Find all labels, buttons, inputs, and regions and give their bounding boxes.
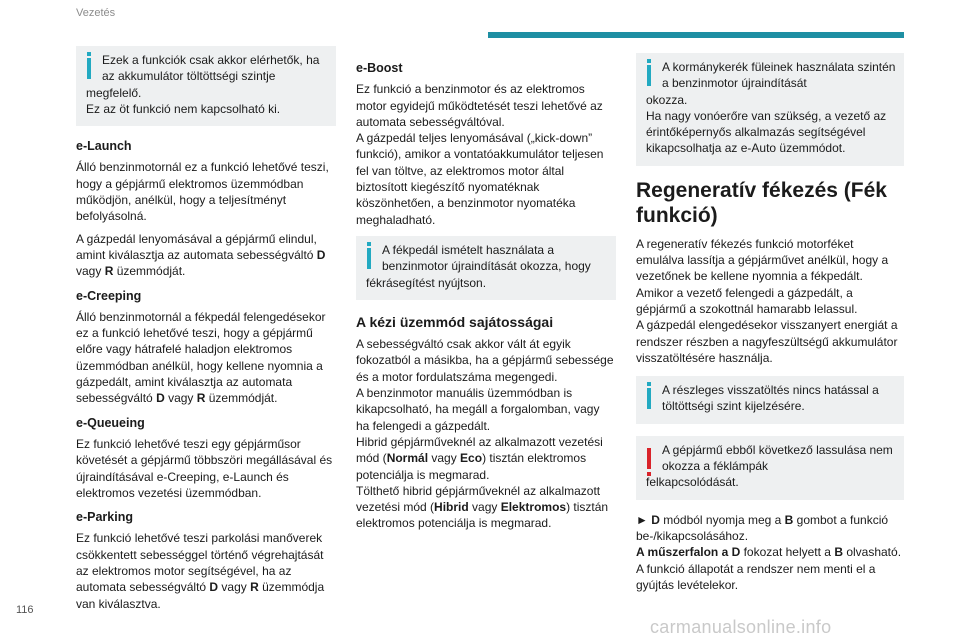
paragraph: A gázpedál teljes lenyomásával („kick-down” funkció), amikor a vontatóakkumulátor teljesen fel van töltve, az elektromos motor által biztosított kiegészítő nyomatéknak köszönhetően, a benzinmotor nyomatéka meghaladható. (356, 131, 604, 227)
paragraph: Álló benzinmotornál ez a funkció lehetővé teszi, hogy a gépjármű elektromos üzemmódban működjön, anélkül, hogy a teljesítményt befolyásolná. (76, 160, 329, 224)
paragraph: A sebességváltó csak akkor vált át egyik fokozatból a másikba, ha a gépjármű sebessége és a motor fordulatszáma megengedi. (356, 337, 614, 384)
paragraph: A benzinmotor manuális üzemmódban is kikapcsolható, ha megáll a forgalomban, vagy ha felengedi a gázpedált. (356, 386, 600, 433)
info-icon (367, 248, 371, 269)
info-note: Ezek a funkciók csak akkor elérhetők, ha az akkumulátor töltöttségi szintje megfelelő. Ez az öt funkció nem kapcsolható ki. (76, 46, 336, 126)
paragraph: Amikor a vezető felengedi a gázpedált, a gépjármű a szokottnál hamarabb lelassul. (636, 285, 858, 316)
section-title-regenerative-braking: Regeneratív fékezés (Fék funkció) (636, 178, 887, 227)
paragraph: Ez funkció lehetővé teszi parkolási manőverek csökkentett sebességgel történő végrehajtását az elektromos motor segítségével, ha az automata sebességváltó D vagy R üzemmódja van kiválasztva. (76, 531, 325, 611)
paragraph: Ez funkció a benzinmotor és az elektromos motor egyidejű működtetését teszi lehetővé az automata sebességváltóval. (356, 82, 603, 129)
section-title-e-boost: e-Boost (356, 61, 403, 75)
running-header: Vezetés (76, 7, 116, 19)
column-1 (76, 46, 336, 618)
info-note: A fékpedál ismételt használata a benzinmotor újraindítását okozza, hogy fékrásegítést nyújtson. (356, 236, 616, 300)
paragraph: A műszerfalon a D fokozat helyett a B olvasható. (636, 545, 902, 560)
section-title-e-parking: e-Parking (76, 510, 133, 525)
paragraph: A funkció állapotát a rendszer nem menti el a gyújtás levételekor. (636, 561, 876, 592)
header-accent-bar (488, 32, 904, 38)
section-title-e-queueing: e-Queueing (76, 415, 145, 430)
section-title-e-creeping: e-Creeping (76, 288, 142, 303)
column-2 (356, 46, 616, 538)
paragraph: Tölthető hibrid gépjárműveknél az alkalmazott vezetési mód (Hibrid vagy Elektromos) tisztán elektromos potenciálja is megmarad. (356, 483, 609, 531)
info-note: A részleges visszatöltés nincs hatással a töltöttségi szint kijelzésére. (636, 376, 904, 424)
info-icon (647, 388, 651, 409)
column-3 (636, 46, 904, 599)
section-title-e-launch: e-Launch (76, 139, 132, 154)
info-note: A kormánykerék füleinek használata szintén a benzinmotor újraindítását okozza. Ha nagy vonóerőre van szükség, a vezető az érintőképernyős alkalmazás segítségével kikapcsolhatja az e-Auto üzemmódot. (636, 53, 904, 166)
paragraph: Hibrid gépjárműveknél az alkalmazott vezetési mód (Normál vagy Eco) tisztán elektromos potenciálja is megmarad. (356, 434, 603, 482)
arrow-icon: ► (636, 512, 648, 527)
watermark: carmanualsonline.info (650, 617, 832, 637)
paragraph: Ez funkció lehetővé teszi egy gépjárműsor követését a gépjármű többszöri megállásával és újraindításával e-Creeping, e-Launch és elektromos vezetési üzemmódban. (76, 436, 333, 500)
info-icon (87, 58, 91, 79)
section-title-manual-mode: A kézi üzemmód sajátosságai (356, 313, 554, 330)
paragraph: A gázpedál lenyomásával a gépjármű elindul, amint kiválasztja az automata sebességváltó D vagy R üzemmódját. (76, 231, 326, 279)
action-step: ► D módból nyomja meg a B gombot a funkció be-/kikapcsolásához. (636, 512, 889, 543)
page-number: 116 (16, 604, 34, 616)
info-icon (647, 65, 651, 86)
paragraph: Álló benzinmotornál a fékpedál felengedésekor ez a funkció lehetővé teszi, hogy a gépjármű előre vagy hátrafelé haladjon elektromos üzemmódban anélkül, hogy kellene nyomnia a gázpedált, amint kiválasztja az automata sebességváltó D vagy R üzemmódját. (76, 309, 326, 406)
warning-icon (647, 448, 651, 469)
warning-note: A gépjármű ebből következő lassulása nem okozza a féklámpák felkapcsolódását. (636, 436, 904, 500)
paragraph: A regeneratív fékezés funkció motorféket emulálva lassítja a gépjárművet anélkül, hogy a vezetőnek be kellene nyomnia a fékpedált. (636, 236, 889, 284)
paragraph: A gázpedál elengedésekor visszanyert energiát a rendszer részben a nagyfeszültségű akkumulátor visszatöltésére használja. (636, 318, 898, 365)
